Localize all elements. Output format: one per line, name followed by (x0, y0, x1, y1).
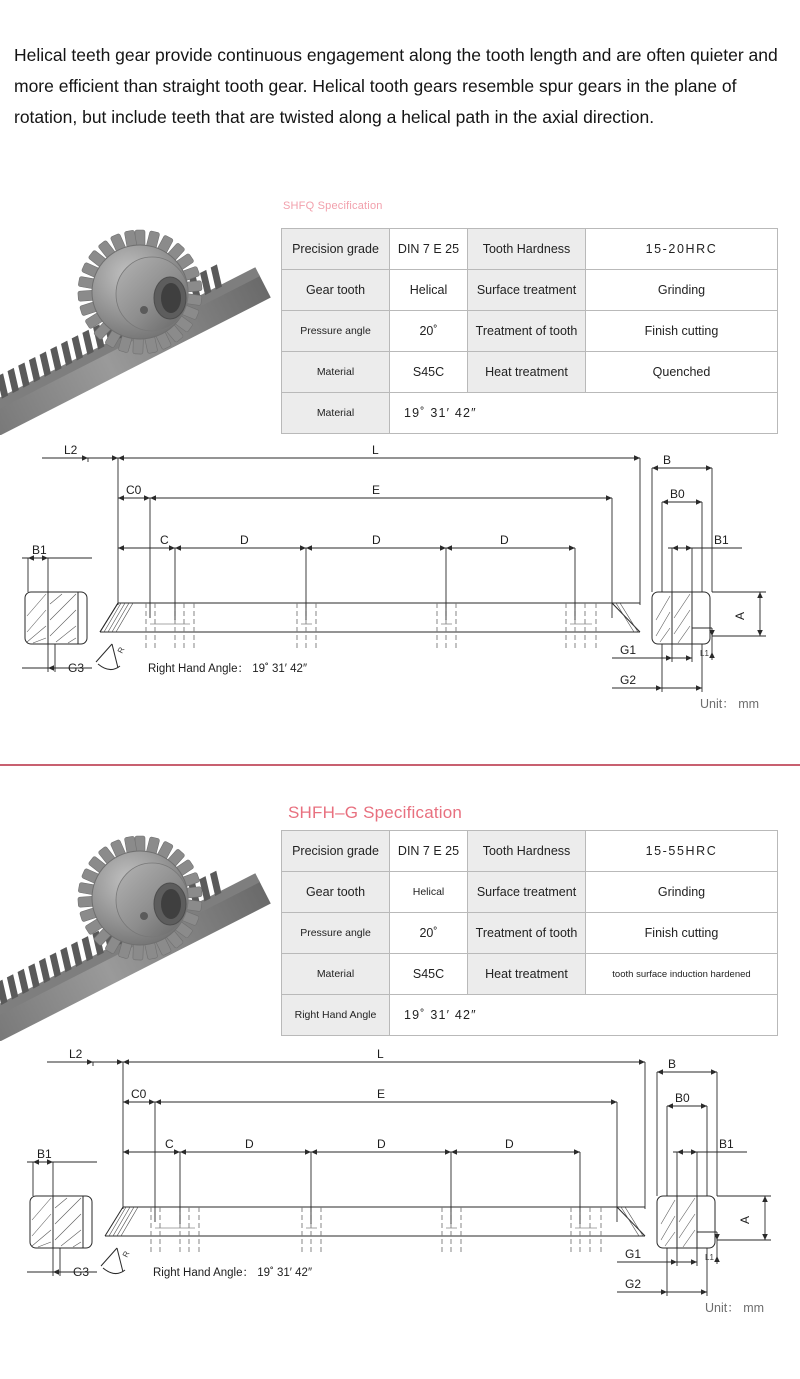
cell-tooth-hardness-value: 15-20HRC (586, 229, 778, 270)
dim-label-a: A (733, 611, 747, 620)
cell-treatment-of-tooth-value: Finish cutting (586, 311, 778, 352)
cell-material-value: S45C (390, 352, 468, 393)
cell-heat-treatment-label: Heat treatment (468, 954, 586, 995)
cell-tooth-hardness-label: Tooth Hardness (468, 229, 586, 270)
dim-label-d-1: D (240, 533, 249, 547)
cell-precision-grade-value: DIN 7 E 25 (390, 229, 468, 270)
cell-hand-angle-value: 19˚ 31′ 42″ (390, 393, 778, 434)
dim-label-l2: L2 (64, 443, 78, 457)
table-row (282, 229, 778, 270)
dim-label-c: C (160, 533, 169, 547)
cell-surface-treatment-value: Grinding (586, 872, 778, 913)
dim-label-g1: G1 (625, 1247, 642, 1261)
cell-tooth-hardness-value: 15-55HRC (586, 831, 778, 872)
cell-gear-tooth-value: Helical (390, 872, 468, 913)
cell-tooth-hardness-label: Tooth Hardness (468, 831, 586, 872)
cell-precision-grade-label: Precision grade (282, 831, 390, 872)
dim-label-d-3: D (500, 533, 509, 547)
cell-material-label: Material (282, 352, 390, 393)
table-row (282, 872, 778, 913)
dim-label-c0: C0 (131, 1087, 147, 1101)
dim-label-r: R (120, 1249, 132, 1259)
cell-precision-grade-label: Precision grade (282, 229, 390, 270)
cell-gear-tooth-label: Gear tooth (282, 270, 390, 311)
cell-surface-treatment-label: Surface treatment (468, 270, 586, 311)
cell-surface-treatment-label: Surface treatment (468, 872, 586, 913)
spec-table-shfhg (281, 830, 778, 1036)
intro-paragraph: Helical teeth gear provide continuous engagement along the tooth length and are often quieter and more efficient than straight tooth gear. Helical tooth gears resemble spur gears in the plane of rotation, but include teeth that are twisted along a helical path in the axial direction. (14, 45, 778, 127)
cell-pressure-angle-label: Pressure angle (282, 913, 390, 954)
technical-drawing-shfhg (0, 1044, 800, 1344)
right-hand-angle-note: Right Hand Angle： 19˚ 31′ 42″ (148, 663, 308, 675)
table-row (282, 831, 778, 872)
dim-label-l2: L2 (69, 1047, 83, 1061)
dim-label-d-2: D (377, 1137, 386, 1151)
table-row (282, 311, 778, 352)
table-row (282, 393, 778, 434)
dim-label-l1: L1 (700, 649, 709, 658)
dim-label-c: C (165, 1137, 174, 1151)
dim-label-g3: G3 (73, 1265, 90, 1279)
dim-label-a: A (738, 1215, 752, 1224)
dim-label-g2: G2 (620, 673, 637, 687)
spec-table-shfq (281, 228, 778, 434)
unit-note: Unit： mm (705, 1301, 765, 1315)
cell-gear-tooth-value: Helical (390, 270, 468, 311)
dim-label-d-2: D (372, 533, 381, 547)
cell-pressure-angle-label: Pressure angle (282, 311, 390, 352)
dim-label-g1: G1 (620, 643, 637, 657)
dim-label-b1-right: B1 (714, 533, 729, 547)
cell-treatment-of-tooth-label: Treatment of tooth (468, 913, 586, 954)
product-photo-shfq (0, 190, 275, 435)
cell-pressure-angle-value: 20˚ (390, 311, 468, 352)
dim-label-g2: G2 (625, 1277, 642, 1291)
spec-title-shfhg: SHFH–G Specification (288, 803, 463, 822)
unit-note: Unit： mm (700, 697, 760, 711)
technical-drawing-shfq (0, 440, 800, 740)
dim-label-d-1: D (245, 1137, 254, 1151)
dim-label-e: E (377, 1087, 386, 1101)
dim-label-c0: C0 (126, 483, 142, 497)
product-photo-shfhg (0, 793, 275, 1041)
cell-heat-treatment-value: tooth surface induction hardened (586, 954, 778, 995)
cell-heat-treatment-value: Quenched (586, 352, 778, 393)
section-divider (0, 764, 800, 766)
dim-label-e: E (372, 483, 381, 497)
cell-heat-treatment-label: Heat treatment (468, 352, 586, 393)
dim-label-l: L (377, 1047, 384, 1061)
cell-material-value: S45C (390, 954, 468, 995)
dim-label-b1-left: B1 (32, 543, 47, 557)
dim-label-b: B (663, 453, 672, 467)
table-row (282, 270, 778, 311)
cell-precision-grade-value: DIN 7 E 25 (390, 831, 468, 872)
dim-label-l: L (372, 443, 379, 457)
table-row (282, 995, 778, 1036)
table-row (282, 954, 778, 995)
table-row (282, 352, 778, 393)
cell-material-label: Material (282, 954, 390, 995)
dim-label-b1-left: B1 (37, 1147, 52, 1161)
cell-treatment-of-tooth-label: Treatment of tooth (468, 311, 586, 352)
dim-label-b0: B0 (675, 1091, 690, 1105)
table-row (282, 913, 778, 954)
cell-pressure-angle-value: 20˚ (390, 913, 468, 954)
dim-label-b1-right: B1 (719, 1137, 734, 1151)
spec-title-shfq: SHFQ Specification (283, 200, 383, 212)
dim-label-d-3: D (505, 1137, 514, 1151)
dim-label-b0: B0 (670, 487, 685, 501)
cell-hand-angle-label: Material (282, 393, 390, 434)
dim-label-r: R (115, 645, 127, 655)
dim-label-b: B (668, 1057, 677, 1071)
cell-treatment-of-tooth-value: Finish cutting (586, 913, 778, 954)
cell-surface-treatment-value: Grinding (586, 270, 778, 311)
cell-hand-angle-label: Right Hand Angle (282, 995, 390, 1036)
cell-gear-tooth-label: Gear tooth (282, 872, 390, 913)
dim-label-g3: G3 (68, 661, 85, 675)
right-hand-angle-note: Right Hand Angle： 19˚ 31′ 42″ (153, 1267, 313, 1279)
dim-label-l1: L1 (705, 1253, 714, 1262)
cell-hand-angle-value: 19˚ 31′ 42″ (390, 995, 778, 1036)
